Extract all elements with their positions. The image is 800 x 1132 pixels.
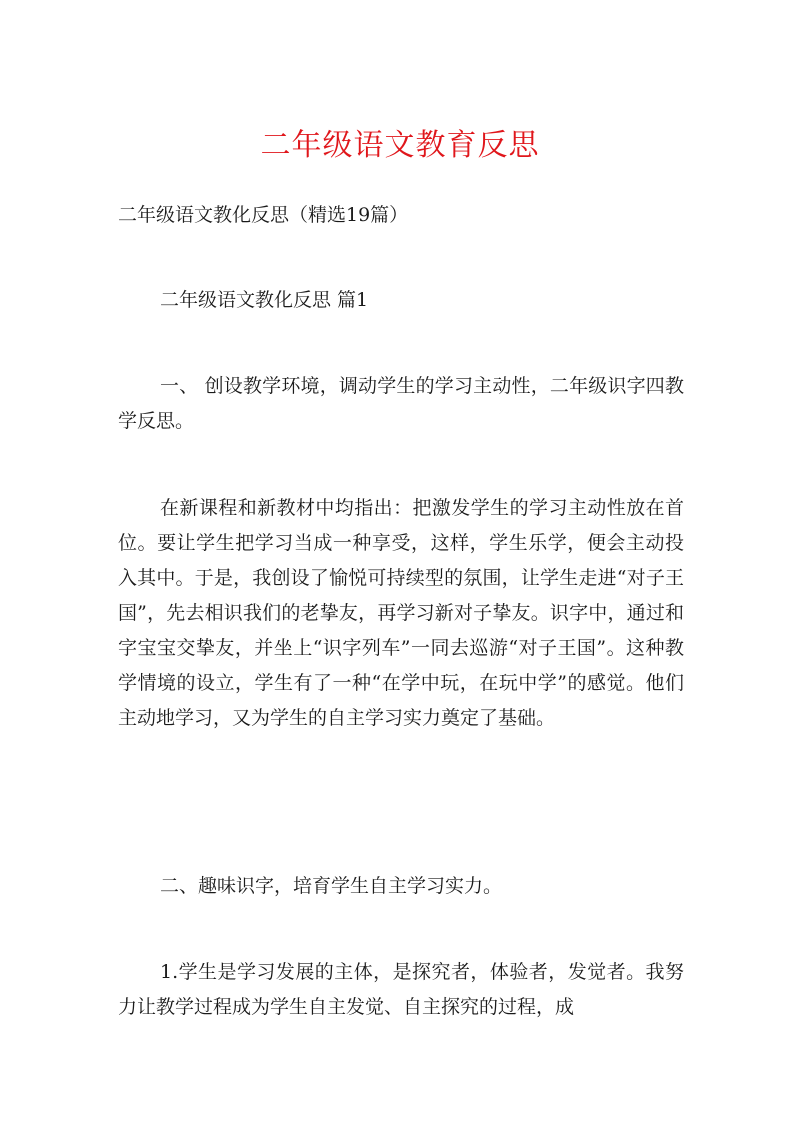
paragraph-2: 1.学生是学习发展的主体，是探究者，体验者，发觉者。我努力让教学过程成为学生自主发觉、自主探究的过程，成 [118, 961, 684, 1018]
document-subtitle: 二年级语文教化反思（精选19篇） [118, 204, 409, 226]
paragraph-1: 在新课程和新教材中均指出：把激发学生的学习主动性放在首位。要让学生把学习当成一种享受，这样，学生乐学，便会主动投入其中。于是，我创设了愉悦可持续型的氛围，让学生走进“对子王国”，先去相识我们的老挚友，再学习新对子挚友。识字中，通过和字宝宝交挚友，并坐上“识字列车”一同去巡游“对子王国”。这种教学情境的设立，学生有了一种“在学中玩，在玩中学”的感觉。他们主动地学习，又为学生的自主学习实力奠定了基础。 [118, 497, 684, 729]
article-heading: 二年级语文教化反思 篇1 [160, 289, 369, 311]
document-title: 二年级语文教育反思 [260, 128, 540, 163]
section1-heading: 一、 创设教学环境，调动学生的学习主动性，二年级识字四教学反思。 [118, 375, 684, 432]
section2-heading: 二、趣味识字，培育学生自主学习实力。 [160, 875, 503, 897]
